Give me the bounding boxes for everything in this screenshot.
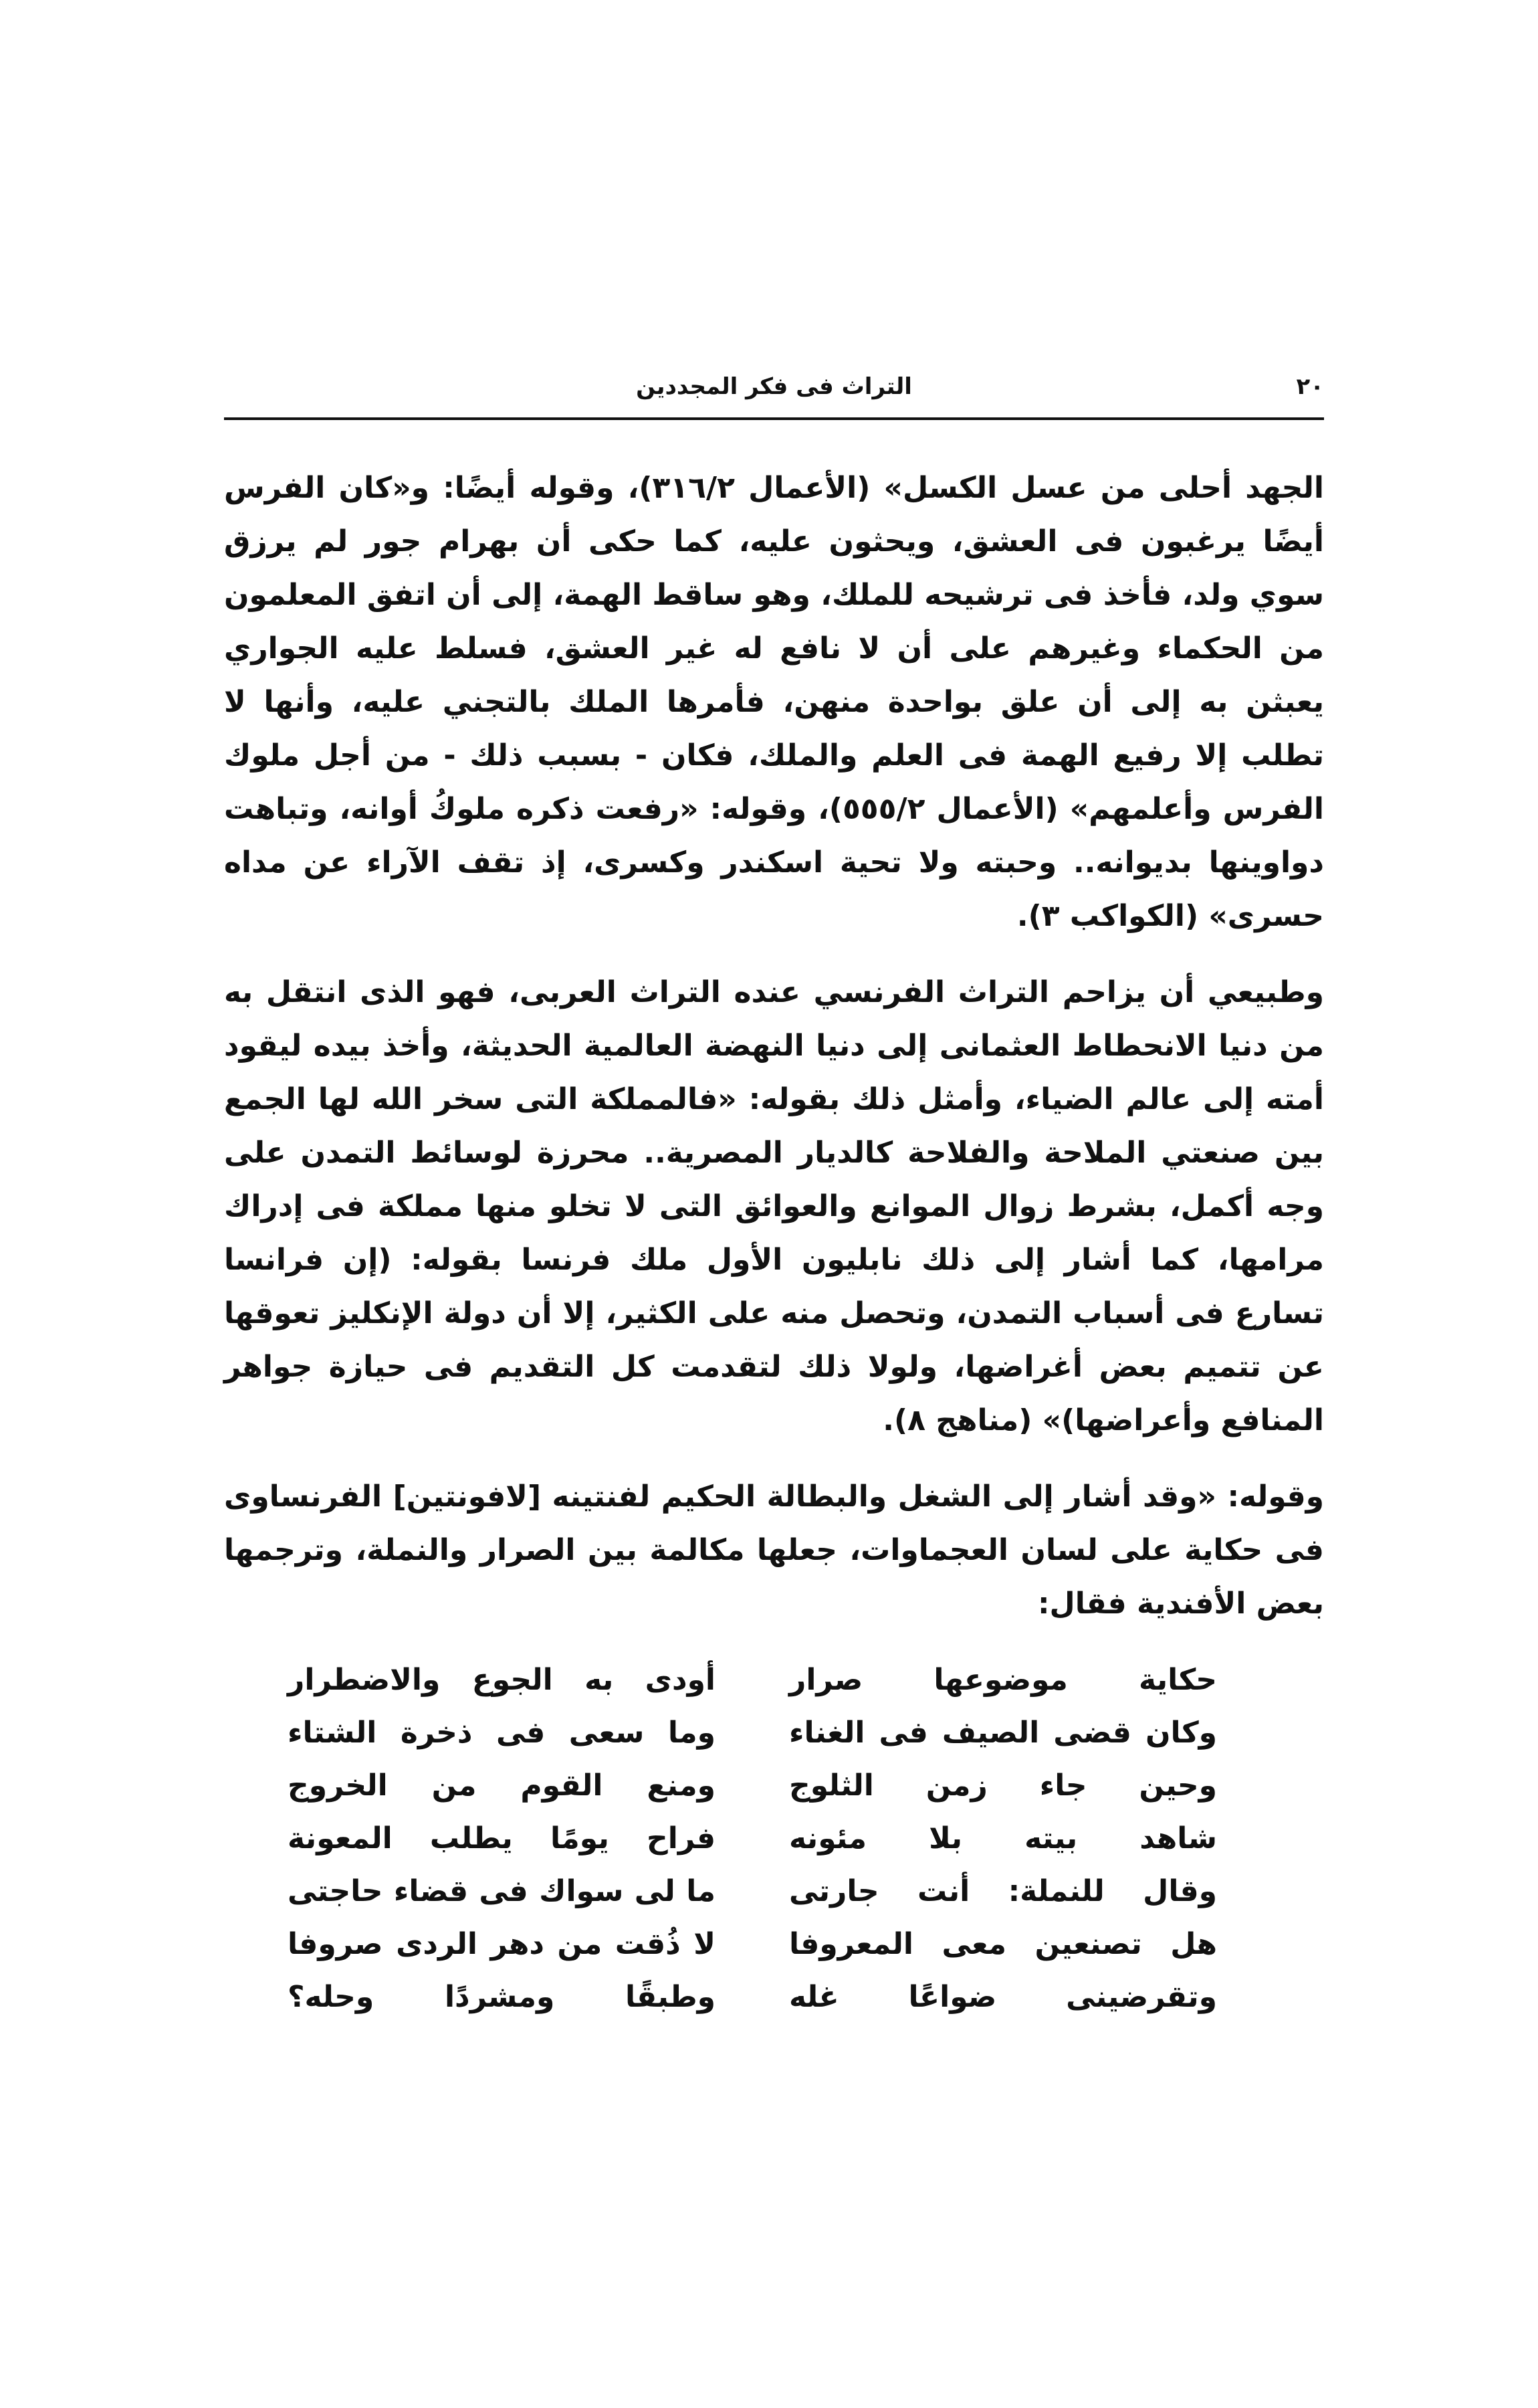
poem-hemistich-second: وطبقًا ومشردًا وحله؟ [288, 1980, 716, 2014]
poem-hemistich-first: هل تصنعين معى المعروفا [789, 1927, 1217, 1961]
poem [224, 1653, 1324, 2023]
poem-verse [224, 1812, 1324, 1865]
poem-hemistich-first: حكاية موضوعها صرار [789, 1663, 1217, 1697]
page-number: ٢٠ [1296, 373, 1324, 400]
poem-verse [224, 1653, 1324, 1706]
poem-hemistich-first: شاهد بيته بلا مئونه [789, 1821, 1217, 1855]
poem-verse [224, 1918, 1324, 1971]
page-body [224, 462, 1324, 2023]
poem-hemistich-second: ومنع القوم من الخروج [288, 1769, 716, 1803]
poem-hemistich-first: وتقرضينى ضواعًا غله [789, 1980, 1217, 2014]
poem-verse [224, 1759, 1324, 1812]
poem-hemistich-second: فراح يومًا يطلب المعونة [288, 1821, 716, 1855]
paragraph-2: وطبيعي أن يزاحم التراث الفرنسي عنده التراث العربى، فهو الذى انتقل به من دنيا الانحطاط العثمانى إلى دنيا النهضة العالمية الحديثة، وأخذ بيده ليقود أمته إلى عالم الضياء، وأمثل ذلك بقوله: «فالمملكة التى سخر الله لها الجمع بين صنعتي الملاحة والفلاحة كالديار المصرية.. محرزة لوسائط التمدن على وجه أكمل، بشرط زوال الموانع والعوائق التى لا تخلو منها مملكة فى إدراك مرامها، كما أشار إلى ذلك نابليون الأول ملك فرنسا بقوله: (إن فرانسا تسارع فى أسباب التمدن، وتحصل منه على الكثير، إلا أن دولة الإنكليز تعوقها عن تتميم بعض أغراضها، ولولا ذلك لتقدمت كل التقديم فى حيازة جواهر المنافع وأعراضها)» (مناهج ٨). [224, 975, 1324, 1437]
poem-hemistich-second: لا ذُقت من دهر الردى صروفا [288, 1927, 716, 1961]
paragraph-3: وقوله: «وقد أشار إلى الشغل والبطالة الحكيم لفنتينه [لافونتين] الفرنساوى فى حكاية على لسان العجماوات، جعلها مكالمة بين الصرار والنملة، وترجمها بعض الأفندية فقال: [224, 1480, 1324, 1621]
poem-verse [224, 1706, 1324, 1759]
header-divider [224, 417, 1324, 420]
running-head [224, 367, 1324, 413]
poem-verse [224, 1865, 1324, 1918]
poem-hemistich-first: وكان قضى الصيف فى الغناء [789, 1716, 1217, 1750]
poem-hemistich-second: ما لى سواك فى قضاء حاجتى [288, 1874, 716, 1908]
poem-hemistich-first: وحين جاء زمن الثلوج [789, 1769, 1217, 1803]
poem-hemistich-second: وما سعى فى ذخرة الشتاء [288, 1716, 716, 1750]
paragraph-1: الجهد أحلى من عسل الكسل» (الأعمال ٣١٦/٢)، وقوله أيضًا: و«كان الفرس أيضًا يرغبون فى العشق، ويحثون عليه، كما حكى أن بهرام جور لم يرزق سوي ولد، فأخذ فى ترشيحه للملك، وهو ساقط الهمة، إلى أن اتفق المعلمون من الحكماء وغيرهم على أن لا نافع له غير العشق، فسلط عليه الجواري يعبثن به إلى أن علق بواحدة منهن، فأمرها الملك بالتجني عليه، وأنها لا تطلب إلا رفيع الهمة فى العلم والملك، فكان - بسبب ذلك - من أجل ملوك الفرس وأعلمهم» (الأعمال ٥٥٥/٢)، وقوله: «رفعت ذكره ملوكُ أوانه، وتباهت دواوينها بديوانه.. وحبته ولا تحية اسكندر وكسرى، إذ تقف الآراء عن مداه حسرى» (الكواكب ٣). [224, 471, 1325, 933]
running-title: التراث فى فكر المجددين [636, 373, 912, 400]
poem-hemistich-first: وقال للنملة: أنت جارتى [789, 1874, 1217, 1908]
poem-verse [224, 1971, 1324, 2023]
poem-hemistich-second: أودى به الجوع والاضطرار [288, 1663, 716, 1697]
